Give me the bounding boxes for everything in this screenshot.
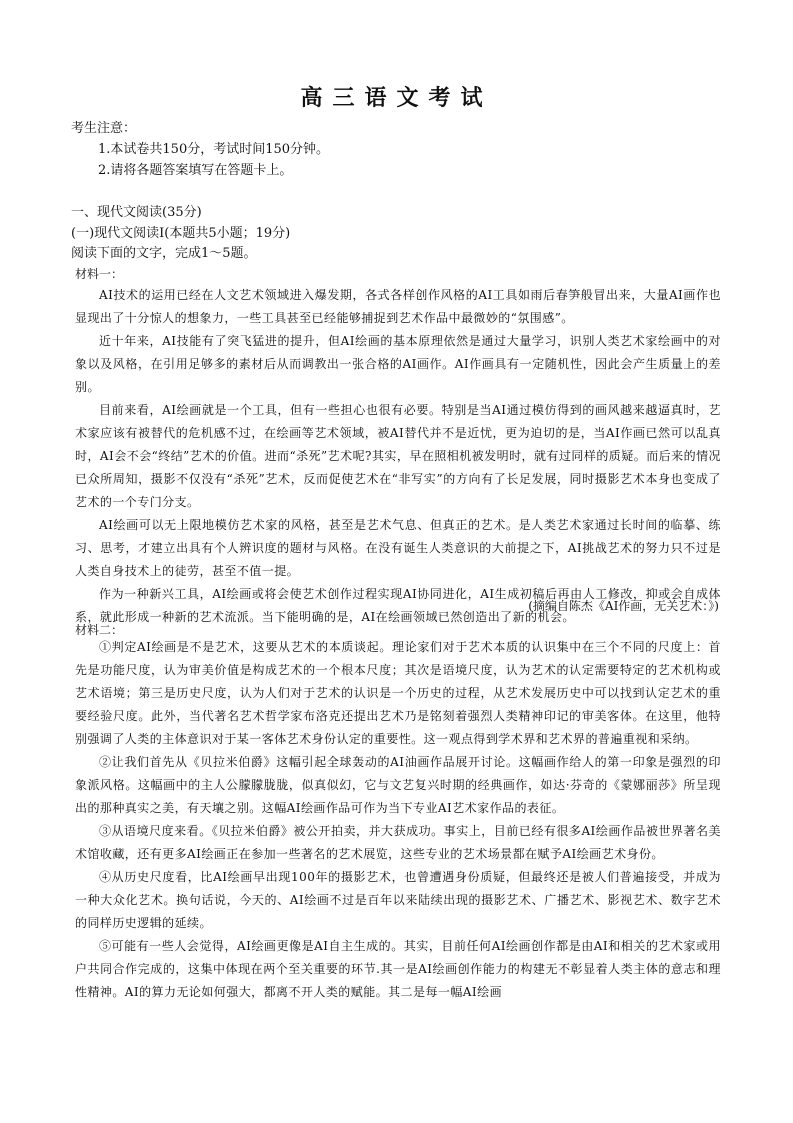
material-2-paragraph: ③从语境尺度来看。《贝拉米伯爵》被公开拍卖，并大获成功。事实上，目前已经有很多AI绘画作品被世界著名美术馆收藏，还有更多AI绘画正在参加一些著名的艺术展览，这些专业的艺术场景都在赋予AI绘画艺术身份。 xyxy=(75,824,721,861)
notice-item: 1.本试卷共150分，考试时间150分钟。 xyxy=(98,142,330,157)
material-2-paragraph: ⑤可能有一些人会觉得，AI绘画更像是AI自主生成的。其实，目前任何AI绘画创作都是由AI和相关的艺术家或用户共同合作完成的，这集中体现在两个至关重要的环节.其一是AI绘画创作能力的构建无不彰显着人类主体的意志和理性精神。AI的算力无论如何强大，都离不开人类的赋能。其二是每一幅AI绘画 xyxy=(75,939,721,999)
material-2-paragraph: ④从历史尺度看，比AI绘画早出现100年的摄影艺术，也曾遭遇身份质疑，但最终还是被人们普遍接受，并成为一种大众化艺术。换句话说，今天的、AI绘画不过是百年以来陆续出现的摄影艺术、广播艺术、影视艺术、数字艺术的同样历史逻辑的延续。 xyxy=(75,870,721,930)
material-1-paragraph: AI绘画可以无上限地模仿艺术家的风格，甚至是艺术气息、但真正的艺术。是人类艺术家通过长时间的临摹、练习、思考，才建立出具有个人辨识度的题材与风格。在没有诞生人类意识的大前提之下，AI挑战艺术的努力只不过是人类自身技术上的徒劳，甚至不值一提。 xyxy=(75,518,721,578)
section-instruction: 阅读下面的文字，完成1～5题。 xyxy=(71,246,257,261)
notice-item: 2.请将各题答案填写在答题卡上。 xyxy=(98,163,293,178)
material-1-body xyxy=(75,284,721,629)
section-heading: 一、现代文阅读(35分) xyxy=(71,205,202,220)
material-1-paragraph: 近十年来，AI技能有了突飞猛进的提升，但AI绘画的基本原理依然是通过大量学习，识别人类艺术家绘画中的对象以及风格，在引用足够多的素材后从而调教出一张合格的AI画作。AI作画具有一定随机性，因此会产生质量上的差别。 xyxy=(75,334,721,394)
material-2-paragraph: ①判定AI绘画是不是艺术，这要从艺术的本质谈起。理论家们对于艺术本质的认识集中在三个不同的尺度上：首先是功能尺度，认为审美价值是构成艺术的一个根本尺度；其次是语境尺度，认为艺术的认定需要特定的艺术机构或艺术语境；第三是历史尺度，认为人们对于艺术的认识是一个历史的过程，从艺术发展历史中可以找到认定艺术的重要经验尺度。此外，当代著名艺术哲学家布洛克还提出艺术乃是铭刻着强烈人类精神印记的审美客体。在这里，他特别强调了人类的主体意识对于某一客体艺术身份认定的重要性。这一观点得到学术界和艺术界的普遍重视和采纳。 xyxy=(75,640,721,746)
material-1-source: (摘编自陈杰《AI作画，无关艺术：》) xyxy=(528,599,719,613)
material-1-label: 材料一： xyxy=(75,267,124,281)
material-1-paragraph: AI技术的运用已经在人文艺术领域进入爆发期，各式各样创作风格的AI工具如雨后春笋般冒出来，大量AI画作也显现出了十分惊人的想象力，一些工具甚至已经能够捕捉到艺术作品中最微妙的“氛围感”。 xyxy=(75,288,721,325)
page-title: 高三语文考试 xyxy=(300,85,493,111)
material-1-paragraph: 目前来看，AI绘画就是一个工具，但有一些担心也很有必要。特别是当AI通过模仿得到的画风越来越逼真时，艺术家应该有被替代的危机感不过，在绘画等艺术领域，被AI替代并不是近忧，更为迫切的是，当AI作画已然可以乱真时，AI会不会“终结”艺术的价值。进而“杀死”艺术呢?其实，早在照相机被发明时，就有过同样的质疑。而后来的情况已众所周知，摄影不仅没有“杀死”艺术，反而促使艺术在“非写实”的方向有了长足发展，同时摄影艺术本身也变成了艺术的一个专门分支。 xyxy=(75,403,721,509)
material-2-label: 材料二： xyxy=(75,623,124,637)
section-subheading: (一)现代文阅读Ⅰ(本题共5小题；19分) xyxy=(71,226,291,241)
material-2-body xyxy=(75,636,721,1004)
material-2-paragraph: ②让我们首先从《贝拉米伯爵》这幅引起全球轰动的AI油画作品展开讨论。这幅画作给人的第一印象是强烈的印象派风格。这幅画中的主人公朦朦胧胧，似真似幻，它与文艺复兴时期的经典画作，如达·芬奇的《蒙娜丽莎》所呈现出的那种真实之美，有天壤之别。这幅AI绘画作品可作为当下专业AI艺术家作品的表征。 xyxy=(75,755,721,815)
material-1-paragraph: 作为一种新兴工具，AI绘画或将会使艺术创作过程实现AI协同进化，AI生成初稿后再由人工修改，抑或会自成体系，就此形成一种新的艺术流派。当下能明确的是，AI在绘画领域已然创造出了新的机会。 xyxy=(75,587,721,624)
notice-heading: 考生注意： xyxy=(71,121,137,136)
